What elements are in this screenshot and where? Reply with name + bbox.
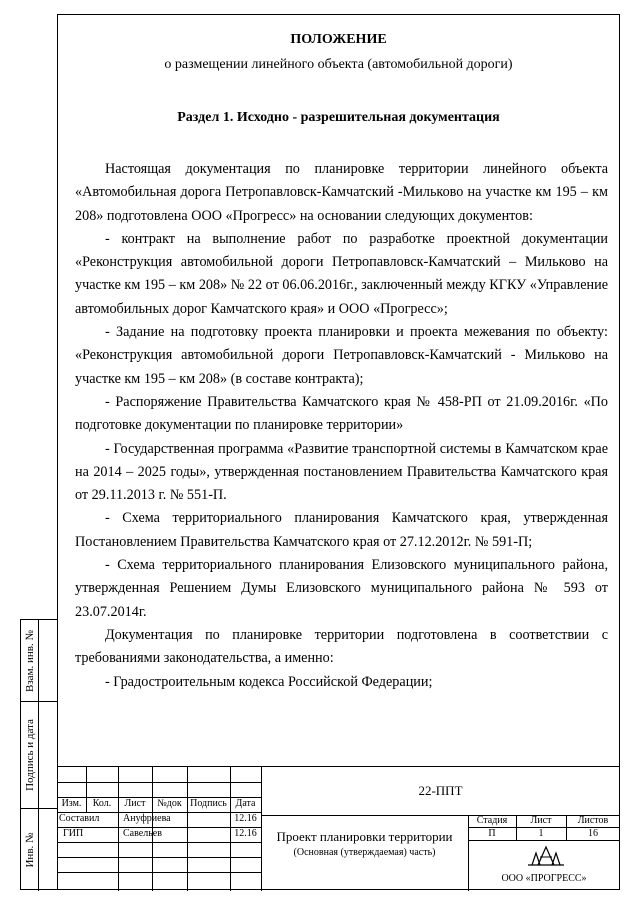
sheet-value: 1 [538, 828, 544, 839]
paragraph: - Схема территориального планирования Камчатского края, утвержденная Постановлением Правительства Камчатского края от 27.12.2012г. № 591-П; [75, 510, 608, 550]
company-name: ООО «ПРОГРЕСС» [501, 873, 587, 884]
sheet-header: Лист [530, 815, 552, 826]
side-label-vzam: Взам. инв. № [23, 629, 36, 692]
document-code: 22-ППТ [418, 783, 463, 798]
side-stamp [20, 619, 57, 890]
side-cell-inv [21, 809, 57, 891]
paragraph: - Распоряжение Правительства Камчатского края № 458-РП от 21.09.2016г. «По подготовке документации по планировке территории» [75, 393, 608, 434]
revision-grid [57, 767, 261, 891]
project-title: Проект планировки территории [276, 829, 453, 844]
side-label-inv: Инв. № [23, 832, 36, 868]
row-date: 12.16 [234, 813, 257, 824]
paragraph: Документация по планировке территории подготовлена в соответствии с требованиями законодательства, а именно: [75, 626, 608, 667]
sheets-header: Листов [577, 815, 609, 826]
side-cell-vzam [21, 620, 57, 702]
header-podpis: Подпись [190, 798, 227, 809]
row-name: Савельев [123, 828, 162, 839]
row-role: Составил [59, 813, 100, 824]
paragraph: - Градостроительным кодекса Российской Федерации; [105, 673, 433, 690]
company-logo-icon [526, 845, 566, 867]
header-ndok: №док [157, 798, 182, 809]
header-list: Лист [124, 798, 146, 809]
project-title-box [261, 815, 468, 891]
header-kol: Кол. [92, 798, 112, 809]
row-date: 12.16 [234, 828, 257, 839]
paragraph: - Схема территориального планирования Елизовского муниципального района, утвержденная Решением Думы Елизовского муниципального района № 593 от 23.07.2014г. [75, 557, 608, 620]
section-heading: Раздел 1. Исходно - разрешительная документация [177, 110, 500, 125]
row-name: Ануфриева [123, 813, 171, 824]
title-block [57, 766, 620, 890]
stage-value: П [488, 828, 496, 839]
side-cell-podpis [21, 702, 57, 809]
document-title: ПОЛОЖЕНИЕ [290, 32, 387, 47]
stage-info [468, 815, 620, 891]
document-subtitle: о размещении линейного объекта (автомобильной дороги) [164, 57, 513, 72]
paragraph: - Задание на подготовку проекта планировки и проекта межевания по объекту: «Реконструкция автомобильной дороги Петропавловск-Камчатский - Мильково на участке км 195 – км 208» (в составе контракта); [75, 324, 608, 387]
row-role: ГИП [63, 828, 84, 839]
header-data: Дата [235, 798, 256, 809]
stage-header: Стадия [476, 815, 508, 826]
paragraph: - Государственная программа «Развитие транспортной системы в Камчатском крае на 2014 – 2025 годы», утвержденная постановлением Правительства Камчатского края от 29.11.2013 г. № 551-П. [75, 440, 608, 504]
header-izm: Изм. [61, 798, 82, 809]
project-subtitle: (Основная (утверждаемая) часть) [293, 847, 436, 858]
paragraph: - контракт на выполнение работ по разработке проектной документации «Реконструкция автомобильной дороги Петропавловск-Камчатский – Мильково на участке км 195 – км 208» № 22 от 06.06.2016г., заключенный между КГКУ «Управление автомобильных дорог Камчатского края» и ООО «Прогресс»; [75, 230, 608, 317]
paragraph: Настоящая документация по планировке территории линейного объекта «Автомобильная дорога Петропавловск-Камчатский -Мильково на участке км 195 – км 208» подготовлена ООО «Прогресс» на основании следующих документов: [75, 161, 608, 224]
body-text [75, 158, 608, 694]
sheets-value: 16 [588, 828, 598, 839]
side-label-podpis: Подпись и дата [23, 719, 36, 791]
